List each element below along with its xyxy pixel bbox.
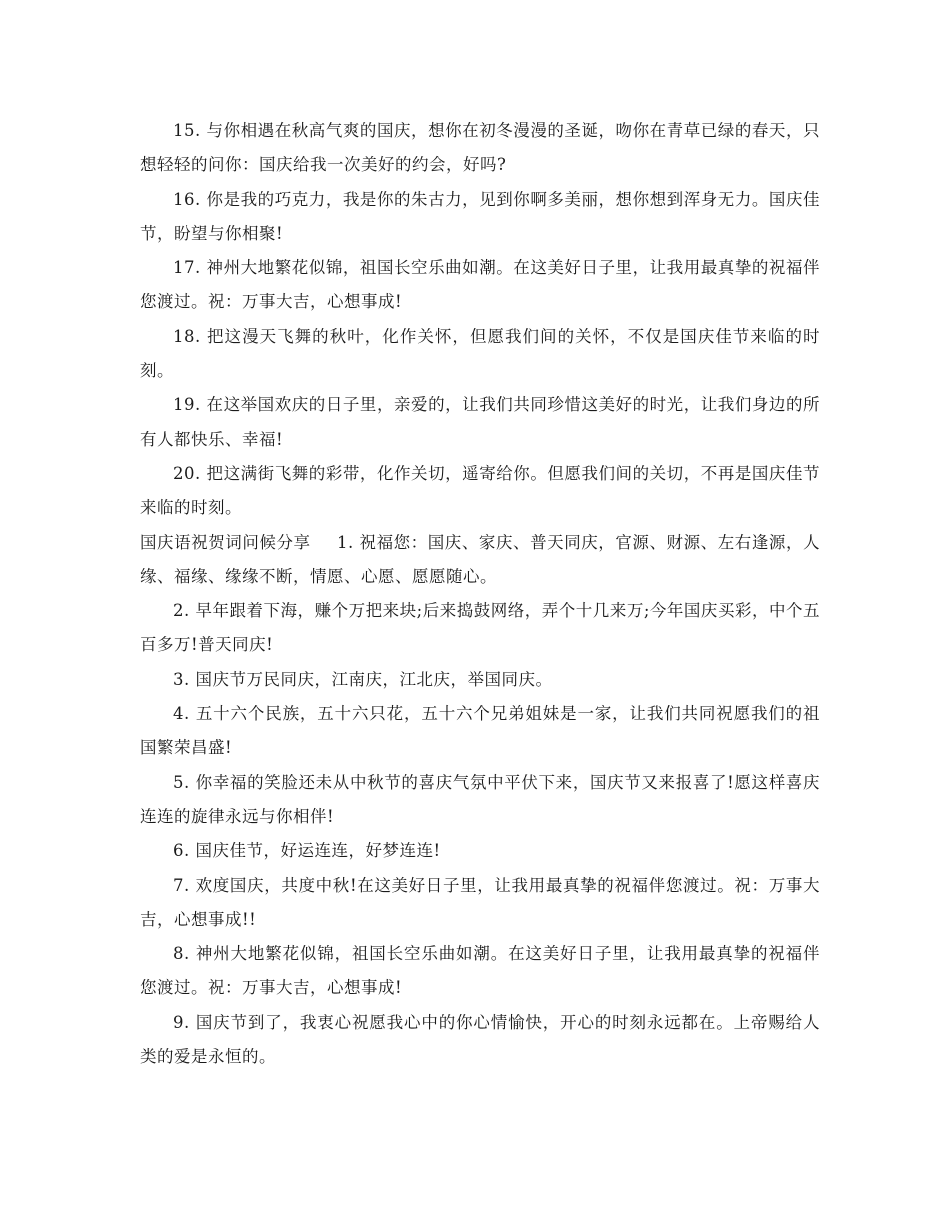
section-intro-paragraph xyxy=(140,526,820,595)
section-paragraph-1: 1. 祝福您：国庆、家庆、普天同庆，官源、财源、左右逢源，人缘、福缘、缘缘不断，情愿、心愿、愿愿随心。 xyxy=(140,532,820,586)
paragraph-16: 16. 你是我的巧克力，我是你的朱古力，见到你啊多美丽，想你想到浑身无力。国庆佳节，盼望与你相聚! xyxy=(140,189,820,243)
document-body xyxy=(140,114,820,1074)
paragraph-18: 18. 把这漫天飞舞的秋叶，化作关怀，但愿我们间的关怀，不仅是国庆佳节来临的时刻。 xyxy=(140,326,820,381)
section-paragraph-3: 3. 国庆节万民同庆，江南庆，江北庆，举国同庆。 xyxy=(173,669,553,689)
section-paragraph-2: 2. 早年跟着下海，赚个万把来块;后来捣鼓网络，弄个十几来万;今年国庆买彩，中个五百多万!普天同庆! xyxy=(140,601,820,655)
section-paragraph-5: 5. 你幸福的笑脸还未从中秋节的喜庆气氛中平伏下来，国庆节又来报喜了!愿这样喜庆连连的旋律永远与你相伴! xyxy=(140,772,820,826)
section-paragraph-7: 7. 欢度国庆，共度中秋!在这美好日子里，让我用最真挚的祝福伴您渡过。祝：万事大吉，心想事成!! xyxy=(140,875,820,929)
section-paragraph-9: 9. 国庆节到了，我衷心祝愿我心中的你心情愉快，开心的时刻永远都在。上帝赐给人类的爱是永恒的。 xyxy=(140,1012,820,1067)
paragraph-15: 15. 与你相遇在秋高气爽的国庆，想你在初冬漫漫的圣诞，吻你在青草已绿的春天，只想轻轻的问你：国庆给我一次美好的约会，好吗? xyxy=(140,121,820,175)
paragraph-19: 19. 在这举国欢庆的日子里，亲爱的，让我们共同珍惜这美好的时光，让我们身边的所有人都快乐、幸福! xyxy=(140,395,820,449)
section-paragraph-6: 6. 国庆佳节，好运连连，好梦连连! xyxy=(173,841,441,861)
section-heading: 国庆语祝贺词问候分享 xyxy=(140,532,311,552)
paragraph-17: 17. 神州大地繁花似锦，祖国长空乐曲如潮。在这美好日子里，让我用最真挚的祝福伴您渡过。祝：万事大吉，心想事成! xyxy=(140,258,820,312)
paragraph-20: 20. 把这满街飞舞的彩带，化作关切，遥寄给你。但愿我们间的关切，不再是国庆佳节来临的时刻。 xyxy=(140,463,820,518)
section-paragraph-4: 4. 五十六个民族，五十六只花，五十六个兄弟姐妹是一家，让我们共同祝愿我们的祖国繁荣昌盛! xyxy=(140,704,820,758)
section-paragraph-8: 8. 神州大地繁花似锦，祖国长空乐曲如潮。在这美好日子里，让我用最真挚的祝福伴您渡过。祝：万事大吉，心想事成! xyxy=(140,944,820,998)
